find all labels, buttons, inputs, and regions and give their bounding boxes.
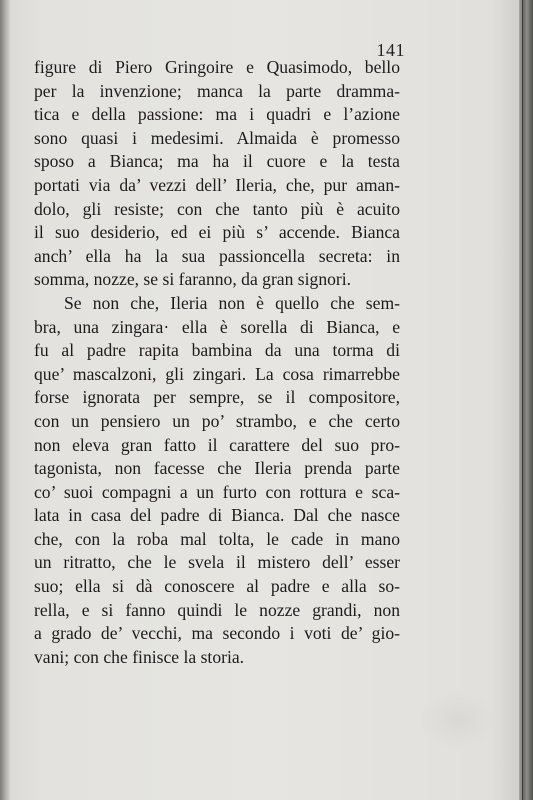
text-line: bra, una zingara· ella è sorella di Bianca, e: [34, 316, 400, 337]
text-line: vani; con che finisce la storia.: [34, 646, 245, 667]
text-line: rella, e si fanno quindi le nozze grandi, non: [34, 599, 400, 620]
text-line: tagonista, non facesse che Ileria prenda parte: [34, 458, 400, 479]
page-edge-stack: [519, 0, 533, 800]
text-line: portati via da’ vezzi dell’ Ileria, che, pur aman-: [34, 174, 400, 195]
text-line: tica e della passione: ma i quadri e l’azione: [34, 104, 400, 125]
text-line: con un pensiero un po’ strambo, e che certo: [34, 410, 400, 431]
text-line: il suo desiderio, ed ei più s’ accende. Bianca: [34, 222, 400, 243]
text-line: co’ suoi compagni a un furto con rottura e sca-: [34, 481, 400, 502]
text-line: per la invenzione; manca la parte dramma-: [34, 80, 400, 101]
paragraph: [34, 56, 400, 292]
text-line: suo; ella si dà conoscere al padre e alla so-: [34, 576, 400, 597]
text-line: dolo, gli resiste; con che tanto più è acuito: [34, 198, 400, 219]
page-gutter-shadow: [0, 0, 10, 800]
text-line: anch’ ella ha la sua passioncella secreta: in: [34, 245, 400, 266]
text-line: que’ mascalzoni, gli zingari. La cosa rimarrebbe: [34, 363, 400, 384]
text-line: Se non che, Ileria non è quello che sem-: [64, 292, 400, 313]
paragraph: [34, 292, 400, 670]
text-line: che, con la roba mal tolta, le cade in mano: [34, 528, 400, 549]
text-line: non eleva gran fatto il carattere del suo pro-: [34, 434, 400, 455]
text-line: un ritratto, che le svela il mistero dell’ esser: [34, 552, 400, 573]
text-line: figure di Piero Gringoire e Quasimodo, bello: [34, 57, 400, 77]
text-line: forse ignorata per sempre, se il compositore,: [34, 387, 400, 408]
page-number: 141: [376, 40, 405, 60]
text-line: fu al padre rapita bambina da una torma di: [34, 340, 400, 361]
text-line: lata in casa del padre di Bianca. Dal che nasce: [34, 505, 400, 526]
body-text: [34, 56, 400, 669]
text-line: sono quasi i medesimi. Almaida è promesso: [34, 127, 400, 148]
text-line: somma, nozze, se si faranno, da gran signori.: [34, 269, 352, 290]
paper-stain: [418, 690, 498, 750]
text-line: sposo a Bianca; ma ha il cuore e la testa: [34, 151, 400, 172]
text-line: a grado de’ vecchi, ma secondo i voti de’ gio-: [34, 623, 400, 644]
